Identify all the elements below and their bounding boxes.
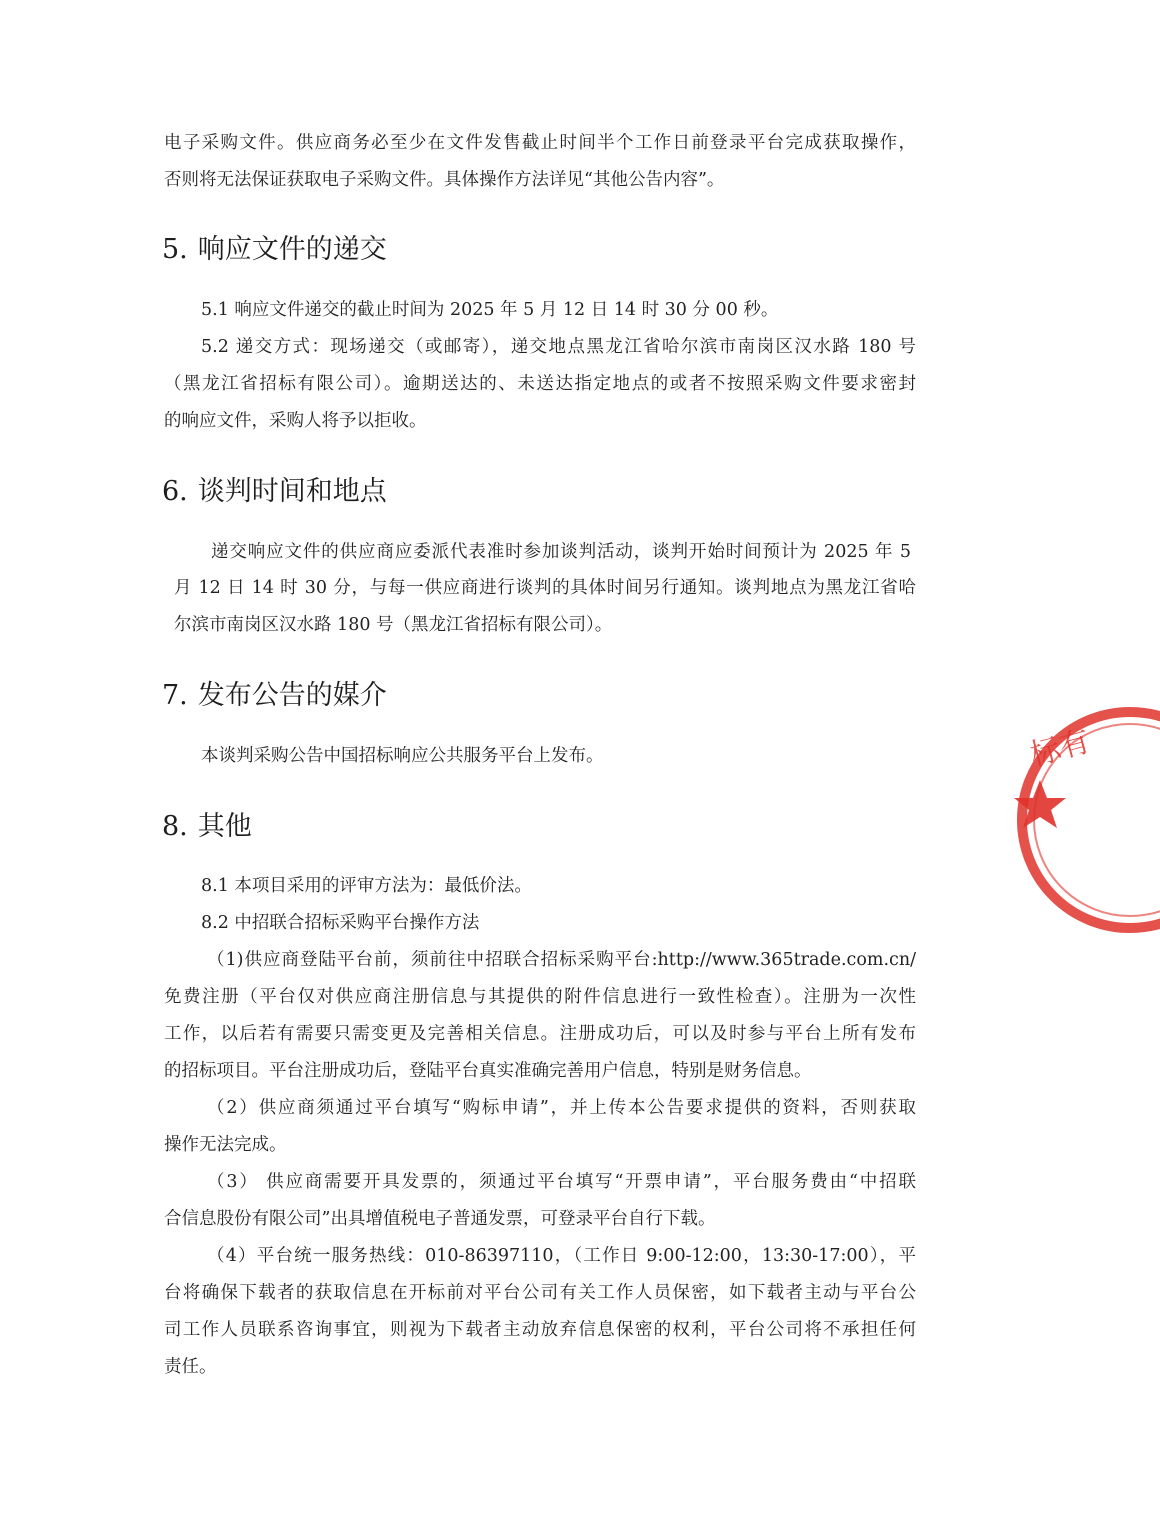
section-5-2-line-1: 5.2 递交方式：现场递交（或邮寄），递交地点黑龙江省哈尔滨市南岗区汉水路 180 号: [201, 337, 916, 357]
item-1-line-4: 的招标项目。平台注册成功后，登陆平台真实准确完善用户信息，特别是财务信息。: [164, 1061, 812, 1081]
item-1-line-2: 免费注册（平台仅对供应商注册信息与其提供的附件信息进行一致性检查）。注册为一次性: [164, 987, 916, 1007]
section-6-line-2: 月 12 日 14 时 30 分，与每一供应商进行谈判的具体时间另行通知。谈判地点为黑龙江省哈: [174, 578, 916, 598]
section-7-heading: [162, 679, 387, 713]
section-5-title: 响应文件的递交: [197, 234, 387, 265]
section-6-line-3: 尔滨市南岗区汉水路 180 号（黑龙江省招标有限公司）。: [174, 615, 613, 635]
section-5-heading: [162, 233, 387, 267]
section-5-1: 5.1 响应文件递交的截止时间为 2025 年 5 月 12 日 14 时 30 分 00 秒。: [201, 300, 779, 320]
section-8-2: 8.2 中招联合招标采购平台操作方法: [201, 913, 480, 933]
section-5-2-line-2: （黑龙江省招标有限公司）。逾期送达的、未送达指定地点的或者不按照采购文件要求密封: [164, 374, 916, 394]
item-2-line-2: 操作无法完成。: [164, 1135, 287, 1155]
section-6-heading: [162, 475, 387, 509]
section-5-2-line-3: 的响应文件，采购人将予以拒收。: [164, 411, 427, 431]
item-2-line-1: （2）供应商须通过平台填写“购标申请”，并上传本公告要求提供的资料，否则获取: [207, 1098, 916, 1118]
item-3-line-2: 合信息股份有限公司”出具增值税电子普通发票，可登录平台自行下载。: [164, 1209, 716, 1229]
section-6-number: 6.: [162, 476, 188, 507]
item-3-line-1: （3） 供应商需要开具发票的，须通过平台填写“开票申请”，平台服务费由“中招联: [207, 1172, 916, 1192]
section-7-text: 本谈判采购公告中国招标响应公共服务平台上发布。: [201, 746, 604, 766]
item-1-line-3: 工作，以后若有需要只需变更及完善相关信息。注册成功后，可以及时参与平台上所有发布: [164, 1024, 916, 1044]
section-8-title: 其他: [197, 811, 252, 842]
item-4-line-3: 司工作人员联系咨询事宜，则视为下载者主动放弃信息保密的权利，平台公司将不承担任何: [164, 1320, 916, 1340]
item-4-line-4: 责任。: [164, 1357, 217, 1377]
item-1-line-1: （1)供应商登陆平台前，须前往中招联合招标采购平台:http://www.365trade.com.cn/: [207, 950, 916, 970]
item-4-line-1: （4）平台统一服务热线：010-86397110，（工作日 9:00-12:00，13:30-17:00），平: [207, 1246, 916, 1266]
seal-text: 标有: [1026, 723, 1094, 774]
section-8-heading: [162, 810, 252, 844]
company-seal-stamp: [1000, 690, 1160, 950]
section-7-number: 7.: [162, 680, 188, 711]
intro-line-1: 电子采购文件。供应商务必至少在文件发售截止时间半个工作日前登录平台完成获取操作，: [164, 133, 916, 153]
section-5-number: 5.: [162, 234, 188, 265]
section-8-number: 8.: [162, 811, 188, 842]
section-6-line-1: 递交响应文件的供应商应委派代表准时参加谈判活动，谈判开始时间预计为 2025 年 5: [211, 542, 911, 562]
section-7-title: 发布公告的媒介: [197, 680, 387, 711]
section-8-1: 8.1 本项目采用的评审方法为：最低价法。: [201, 876, 532, 896]
intro-line-2: 否则将无法保证获取电子采购文件。具体操作方法详见“其他公告内容”。: [164, 170, 725, 190]
section-6-title: 谈判时间和地点: [197, 476, 387, 507]
item-4-line-2: 台将确保下载者的获取信息在开标前对平台公司有关工作人员保密，如下载者主动与平台公: [164, 1283, 916, 1303]
